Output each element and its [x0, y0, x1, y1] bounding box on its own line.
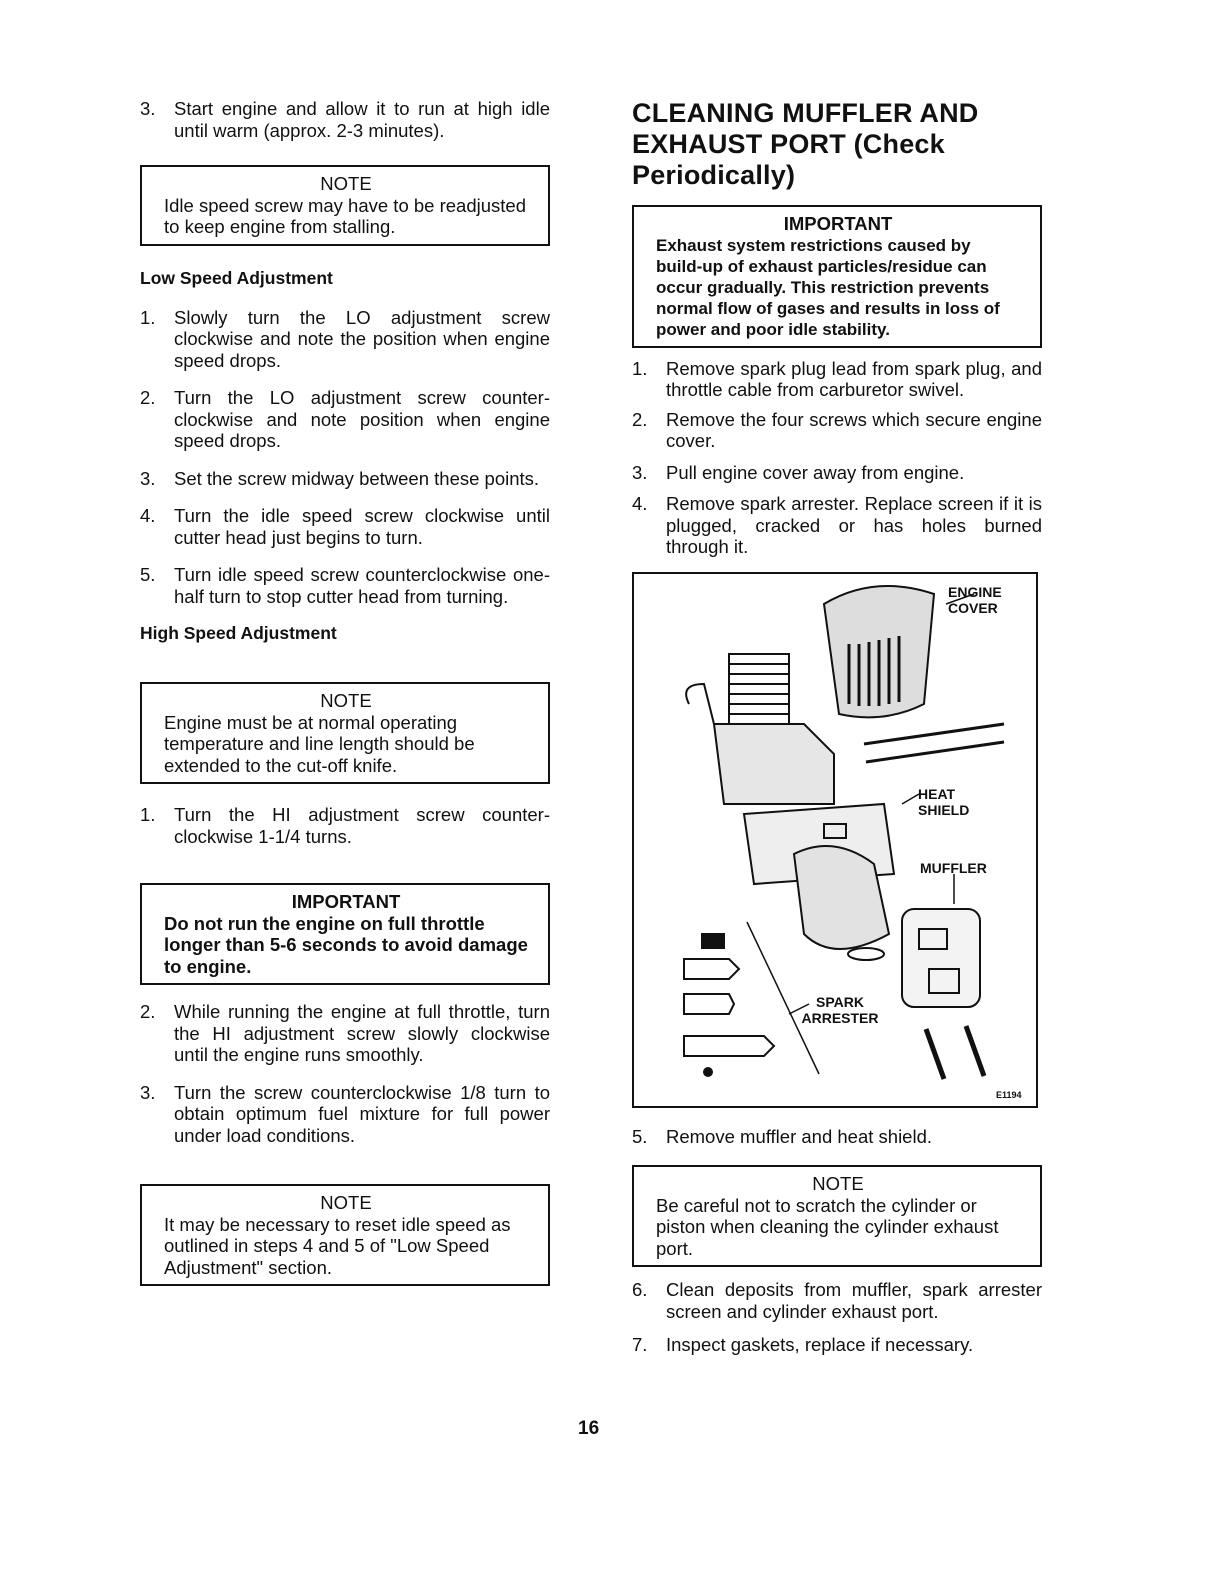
list-item: 2. Turn the LO adjustment screw counter-clockwise and note position when engine speed drops. [140, 387, 550, 451]
figure-code: E1194 [996, 1089, 1022, 1100]
note-title: NOTE [812, 1173, 864, 1194]
warmup-step: 3. Start engine and allow it to run at high idle until warm (approx. 2-3 minutes). [140, 98, 550, 141]
low-speed-heading: Low Speed Adjustment [140, 267, 333, 288]
list-item: 2. While running the engine at full throttle, turn the HI adjustment screw slowly clockwise until the engine runs smoothly. [140, 1001, 550, 1065]
list-item: 1. Turn the HI adjustment screw counter-clockwise 1-1/4 turns. [140, 804, 550, 847]
low-speed-steps [140, 307, 550, 608]
list-item: 4. Remove spark arrester. Replace screen if it is plugged, cracked or has holes burned through it. [632, 493, 1042, 557]
engine-cover-label: ENGINE COVER [948, 583, 1002, 616]
left-column [140, 98, 550, 1304]
important-full-throttle [140, 883, 550, 985]
note-reset-idle [140, 1184, 550, 1286]
list-item: 4. Turn the idle speed screw clockwise until cutter head just begins to turn. [140, 505, 550, 548]
page-number: 16 [578, 1418, 600, 1439]
important-title: IMPORTANT [783, 213, 893, 234]
engine-illustration [634, 574, 1036, 1106]
list-item: 5. Turn idle speed screw counterclockwise one-half turn to stop cutter head from turning. [140, 564, 550, 607]
high-speed-heading: High Speed Adjustment [140, 623, 337, 643]
important-title: IMPORTANT [291, 891, 401, 912]
list-item: 3. Pull engine cover away from engine. [632, 461, 965, 483]
note-title: NOTE [320, 690, 372, 711]
muffler-exploded-diagram [632, 572, 1038, 1108]
note-scratch-cylinder [632, 1165, 1042, 1267]
note-title: NOTE [320, 1192, 372, 1213]
note-body: It may be necessary to reset idle speed as outlined in steps 4 and 5 of "Low Speed Adjustment" section. [164, 1213, 511, 1278]
right-column [632, 98, 1042, 1372]
list-item: 3. Set the screw midway between these points. [140, 467, 540, 489]
muffler-label: MUFFLER [920, 859, 987, 876]
section-heading: CLEANING MUFFLER AND EXHAUST PORT (Check Periodically) [632, 98, 979, 190]
list-item: 1. Remove spark plug lead from spark plug, and throttle cable from carburetor swivel. [632, 357, 1042, 400]
note-body: Engine must be at normal operating temperature and line length should be extended to the cut-off knife. [164, 711, 475, 776]
note-body: Be careful not to scratch the cylinder or piston when cleaning the cylinder exhaust port. [656, 1194, 999, 1259]
list-item: 6. Clean deposits from muffler, spark arrester screen and cylinder exhaust port. [632, 1279, 1042, 1322]
list-item: 2. Remove the four screws which secure engine cover. [632, 408, 1042, 451]
important-body: Exhaust system restrictions caused by build-up of exhaust particles/residue can occur gradually. This restriction prevents normal flow of gases and results in loss of power and poor idle stability. [656, 235, 1000, 339]
heat-shield-label: HEAT SHIELD [918, 785, 970, 818]
list-item: 7. Inspect gaskets, replace if necessary. [632, 1334, 974, 1355]
list-item: 1. Slowly turn the LO adjustment screw clockwise and note the position when engine speed drops. [140, 306, 550, 371]
spark-arrester-label: SPARK ARRESTER [801, 993, 879, 1026]
important-exhaust [632, 205, 1042, 348]
list-item: 3. Turn the screw counterclockwise 1/8 turn to obtain optimum fuel mixture for full power under load conditions. [140, 1081, 550, 1146]
note-idle-speed [140, 165, 550, 246]
list-item: 5. Remove muffler and heat shield. [632, 1125, 933, 1147]
important-body: Do not run the engine on full throttle longer than 5-6 seconds to avoid damage to engine. [164, 912, 528, 977]
note-body: Idle speed screw may have to be readjusted to keep engine from stalling. [164, 194, 526, 237]
note-title: NOTE [320, 173, 372, 194]
note-operating-temp [140, 682, 550, 784]
